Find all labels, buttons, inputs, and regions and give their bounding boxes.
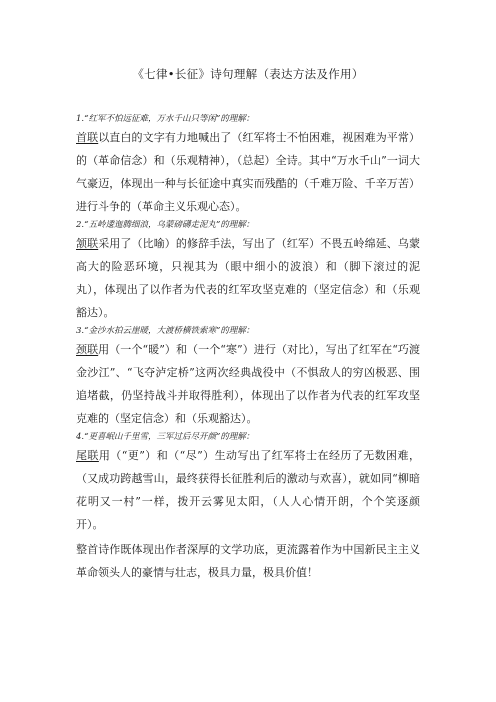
closing-paragraph: 整首诗作既体现出作者深厚的文学功底，更流露着作为中国新民主主义革命领头人的豪情与壮志，极具力量，极具价值！ bbox=[76, 543, 420, 579]
analysis-paragraph bbox=[76, 444, 420, 536]
couplet-label: 首联 bbox=[76, 131, 99, 144]
section-3 bbox=[76, 324, 420, 430]
couplet-label: 颔联 bbox=[76, 237, 99, 250]
question-heading: 1.“红军不怕远征难，万水千山只等闲”的理解： bbox=[76, 114, 255, 124]
section-4 bbox=[76, 430, 420, 536]
question-heading: 3.“金沙水拍云崖暖，大渡桥横铁索寒”的理解： bbox=[76, 326, 255, 336]
question-heading: 4.“更喜岷山千里雪，三军过后尽开颜”的理解： bbox=[76, 432, 255, 442]
document-body bbox=[76, 112, 420, 584]
document-title: 《七律•长征》诗句理解（表达方法及作用） bbox=[132, 67, 364, 81]
analysis-text: 以直白的文字有力地喊出了（红军将士不怕困难，视困难为平常）的（革命信念）和（乐观精神），（总起）全诗。其中“万水千山”一词大气豪迈，体现出一种与长征途中真实而残酷的（千难万险、千辛万苦）进行斗争的（革命主义乐观心态）。 bbox=[76, 131, 421, 213]
analysis-text: 用（一个“暖”）和（一个“寒”）进行（对比），写出了红军在“巧渡金沙江”、“飞夺泸定桥”这两次经典战役中（不惧敌人的穷凶极恶、围追堵截，仍坚持战斗并取得胜利），体现出了以作者为代表的红军攻坚克难的（坚定信念）和（乐观豁达）。 bbox=[76, 343, 421, 425]
couplet-label: 颈联 bbox=[76, 343, 99, 356]
analysis-paragraph bbox=[76, 126, 420, 218]
analysis-paragraph bbox=[76, 338, 420, 430]
analysis-paragraph bbox=[76, 232, 420, 324]
question-heading: 2.“五岭逶迤腾细浪，乌蒙磅礴走泥丸”的理解： bbox=[76, 220, 255, 230]
section-2 bbox=[76, 218, 420, 324]
analysis-text: 采用了（比喻）的修辞手法，写出了（红军）不畏五岭绵延、乌蒙高大的险恶环境，只视其为（眼中细小的波浪）和（脚下滚过的泥丸），体现出了以作者为代表的红军攻坚克难的（坚定信念）和（乐观豁达）。 bbox=[76, 237, 421, 319]
analysis-text: 用（“更”）和（“尽”）生动写出了红军将士在经历了无数困难，（又成功跨越雪山，最终获得长征胜利后的激动与欢喜），就如同“柳暗花明又一村”一样，拨开云雾见太阳，（人人心情开朗，个个笑逐颜开）。 bbox=[76, 449, 420, 531]
section-1 bbox=[76, 112, 420, 218]
couplet-label: 尾联 bbox=[76, 449, 99, 462]
